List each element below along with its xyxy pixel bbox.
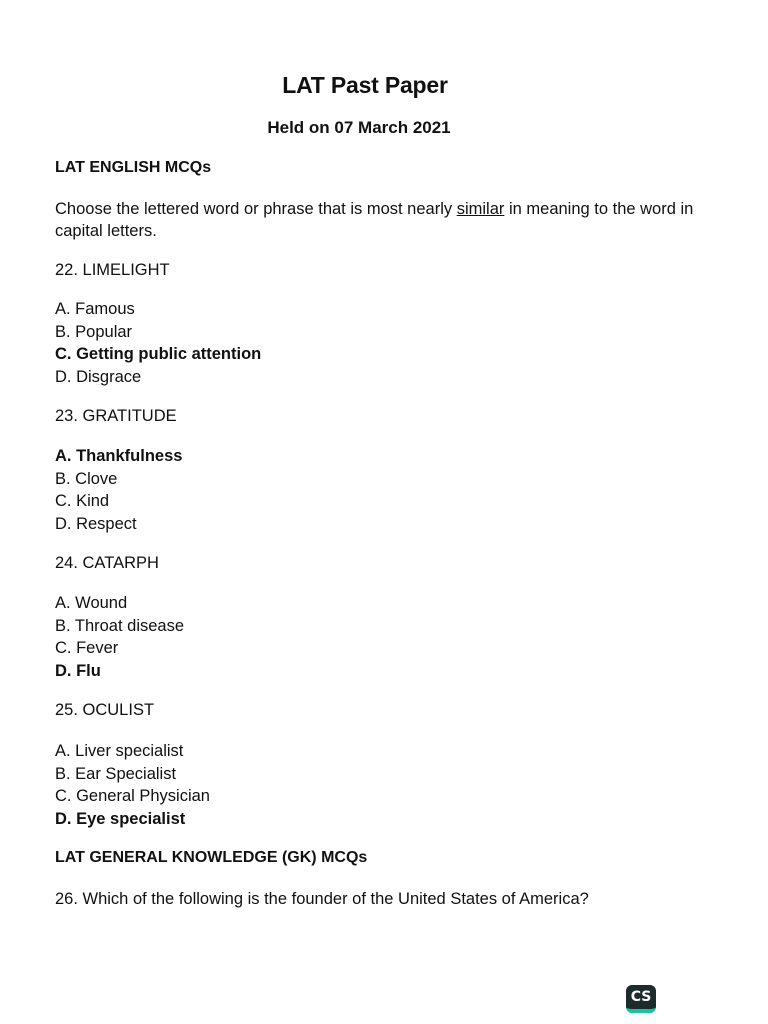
option-25-b: B. Ear Specialist	[55, 764, 177, 783]
options-25	[55, 740, 210, 830]
option-23-a-correct: A. Thankfulness	[55, 447, 183, 465]
instructions-text-end: in meaning to the word in capital letters.	[55, 200, 694, 240]
options-23	[55, 445, 182, 535]
option-23-d: D. Respect	[55, 514, 137, 533]
option-22-d: D. Disgrace	[55, 367, 142, 386]
gk-section-heading: LAT GENERAL KNOWLEDGE (GK) MCQs	[55, 849, 368, 866]
option-23-b: B. Clove	[55, 469, 118, 488]
question-22: 22. LIMELIGHT	[55, 261, 170, 279]
options-22	[55, 298, 261, 388]
question-23: 23. GRATITUDE	[55, 407, 177, 425]
page-subtitle: Held on 07 March 2021	[267, 118, 451, 137]
option-24-a: A. Wound	[55, 594, 128, 612]
option-24-c: C. Fever	[55, 639, 119, 657]
instructions-paragraph	[55, 198, 705, 242]
question-25: 25. OCULIST	[55, 701, 155, 719]
instructions-text-start: Choose the lettered word or phrase that is most nearly	[55, 200, 457, 218]
option-23-c: C. Kind	[55, 492, 110, 510]
options-24	[55, 592, 184, 682]
option-25-d-correct: D. Eye specialist	[55, 809, 186, 828]
option-24-b: B. Throat disease	[55, 616, 185, 635]
question-24: 24. CATARPH	[55, 554, 159, 572]
option-22-a: A. Famous	[55, 300, 135, 318]
option-24-d-correct: D. Flu	[55, 661, 101, 680]
option-25-c: C. General Physician	[55, 787, 210, 805]
english-section-heading: LAT ENGLISH MCQs	[55, 159, 212, 176]
camscanner-logo-icon: CS	[626, 985, 656, 1013]
option-22-b: B. Popular	[55, 322, 133, 341]
question-26: 26. Which of the following is the founder of the United States of America?	[55, 890, 589, 908]
instructions-underlined-word: similar	[456, 200, 505, 218]
option-22-c-correct: C. Getting public attention	[55, 345, 262, 363]
page-title: LAT Past Paper	[282, 72, 448, 98]
option-25-a: A. Liver specialist	[55, 742, 184, 760]
